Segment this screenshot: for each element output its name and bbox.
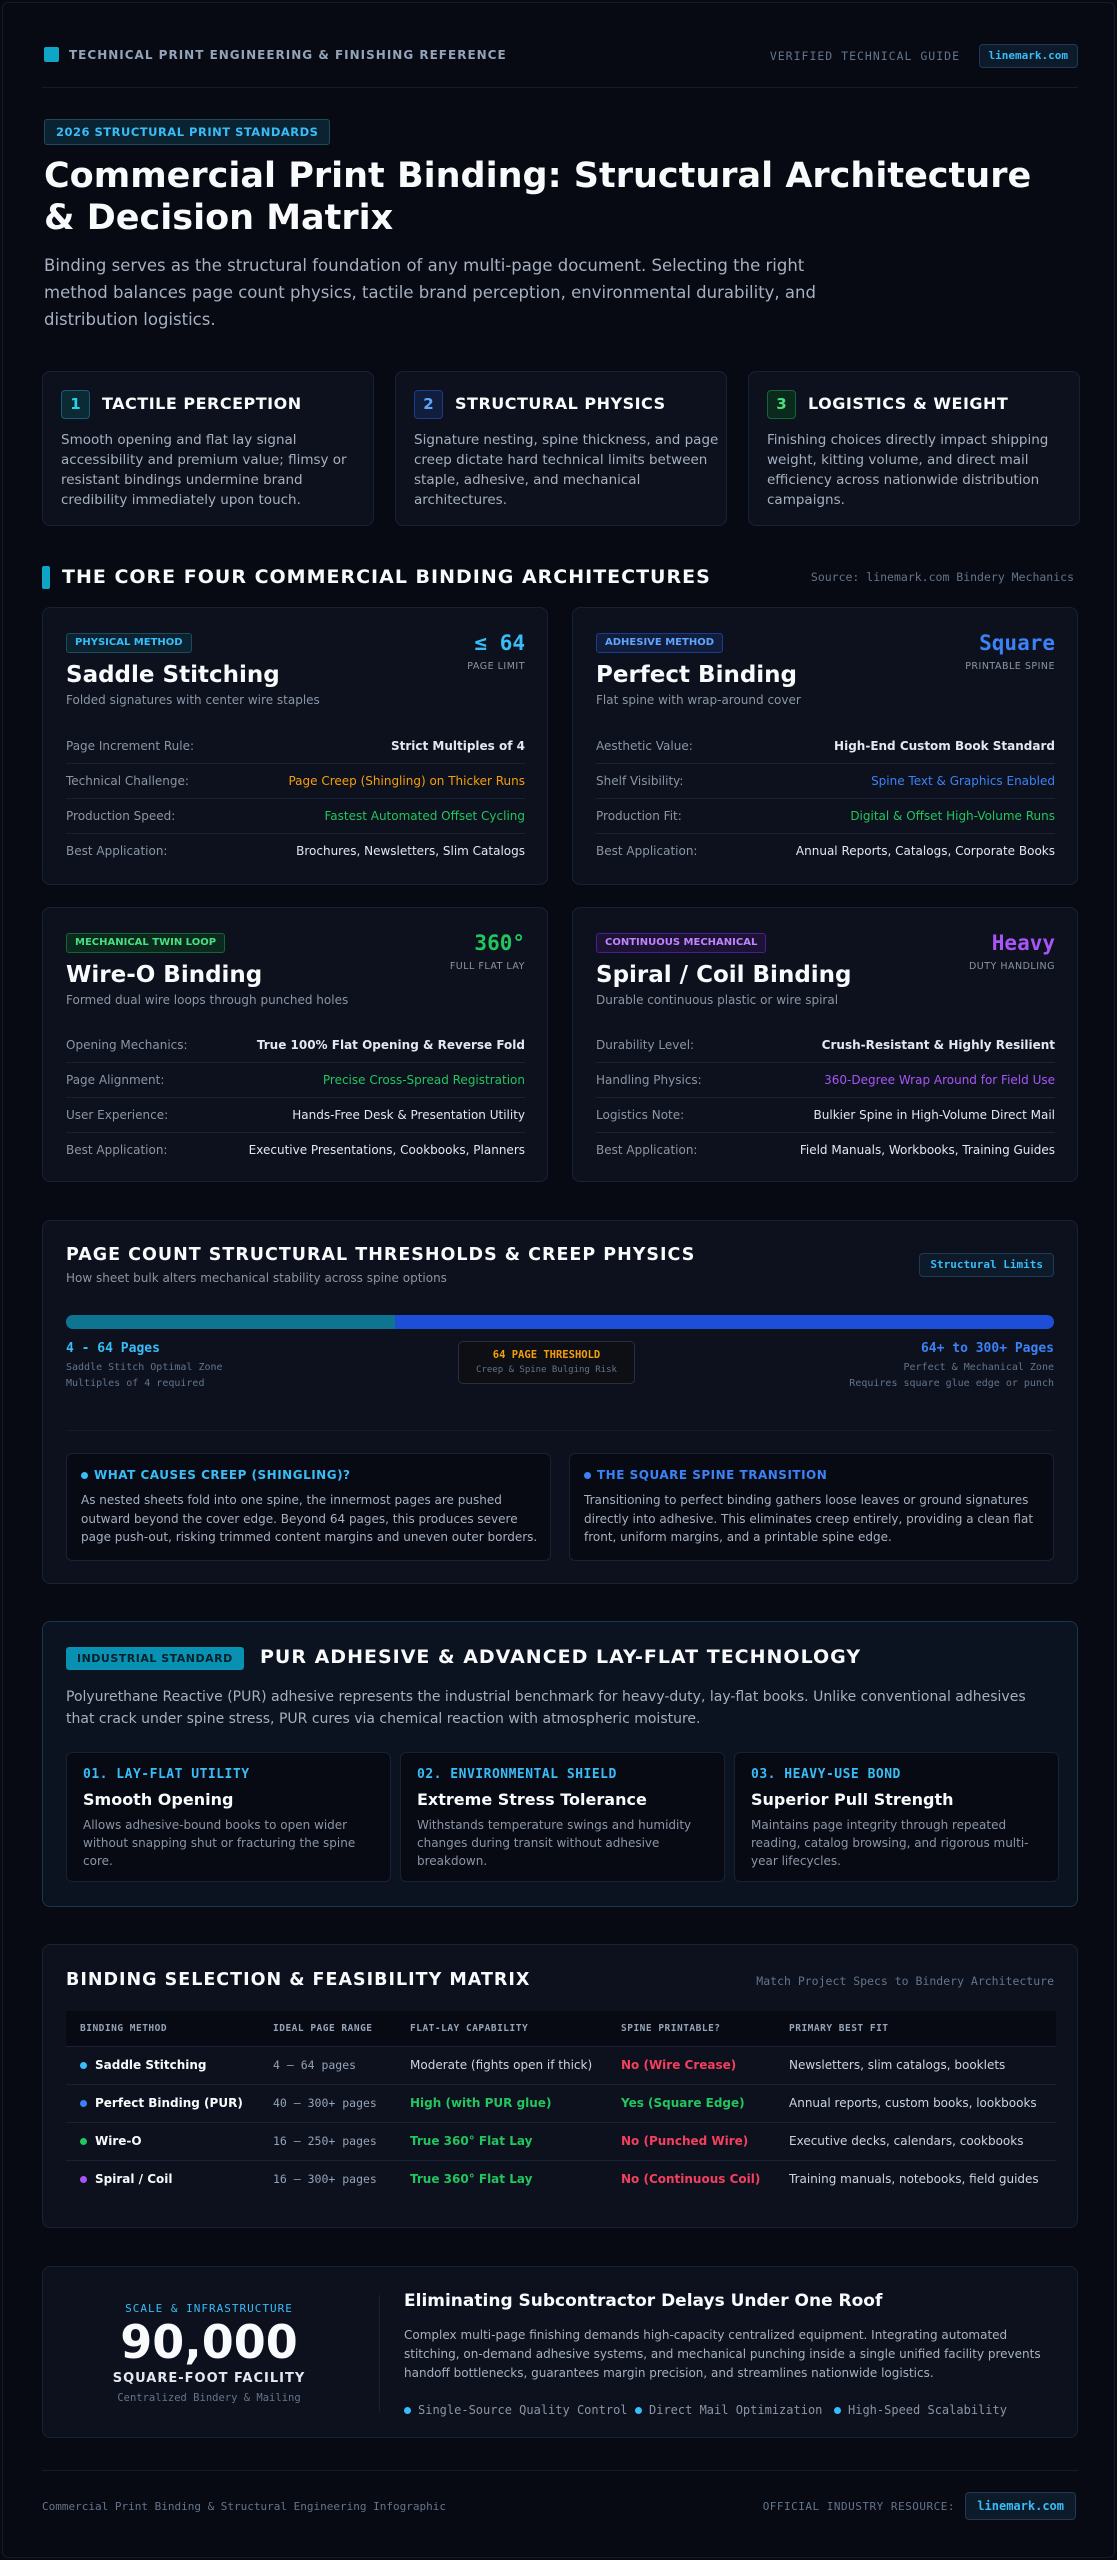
footer-divider	[42, 2470, 1078, 2471]
domain-badge[interactable]: linemark.com	[979, 44, 1078, 68]
pur-card-title: Smooth Opening	[83, 1790, 234, 1809]
thresholds-subtitle: How sheet bulk alters mechanical stability across spine options	[66, 1271, 447, 1285]
spec-value: Spine Text & Graphics Enabled	[871, 774, 1055, 788]
table-body	[66, 2046, 1056, 2198]
facility-point	[404, 2403, 628, 2417]
range-cell: 16 – 300+ pages	[273, 2172, 377, 2187]
creep-body: As nested sheets fold into one spine, the innermost pages are pushed outward beyond the cover edge. Beyond 64 pages, this produces severe page push-out, risking trimmed content margins and uneven outer borders.	[81, 1493, 538, 1544]
method-dot-icon	[80, 2100, 87, 2107]
spec-row	[596, 834, 1055, 869]
threshold-subtitle: Creep & Spine Bulging Risk	[476, 1365, 617, 1375]
saddle-zone-fill	[66, 1315, 395, 1329]
spec-value: Hands-Free Desk & Presentation Utility	[292, 1108, 525, 1122]
industrial-badge: INDUSTRIAL STANDARD	[66, 1647, 244, 1670]
binding-metric: Heavy	[991, 931, 1055, 955]
spec-row	[596, 764, 1055, 799]
spec-key: Shelf Visibility:	[596, 774, 684, 788]
binding-name: Spiral / Coil Binding	[596, 962, 852, 988]
binding-metric: 360°	[474, 931, 525, 955]
spec-value: Fastest Automated Offset Cycling	[324, 809, 525, 823]
spec-value: Page Creep (Shingling) on Thicker Runs	[288, 774, 525, 788]
facility-number: 90,000	[120, 2315, 298, 2369]
creep-title-text: WHAT CAUSES CREEP (SHINGLING)?	[94, 1468, 351, 1482]
spec-key: Best Application:	[66, 1143, 168, 1157]
bullet-dot-icon	[834, 2407, 841, 2414]
method-cell	[66, 2084, 259, 2122]
feature-card-physics	[395, 371, 727, 526]
binding-subtitle: Folded signatures with center wire staples	[66, 693, 320, 707]
pur-card-body: Allows adhesive-bound books to open wider without snapping shut or fracturing the spine core.	[83, 1818, 356, 1868]
spec-row	[66, 1133, 525, 1168]
spine-title	[584, 1468, 827, 1482]
best-fit-cell: Training manuals, notebooks, field guides	[789, 2172, 1039, 2187]
page-frame	[2, 2, 1115, 2558]
spec-row	[66, 1063, 525, 1098]
spine-cell: No (Continuous Coil)	[621, 2172, 761, 2187]
binding-subtitle: Durable continuous plastic or wire spiral	[596, 993, 839, 1007]
method-name: Spiral / Coil	[95, 2172, 173, 2187]
flat-lay-cell: True 360° Flat Lay	[396, 2122, 607, 2160]
brand-square-icon	[44, 47, 59, 62]
facility-label: SQUARE-FOOT FACILITY	[112, 2371, 306, 2386]
binding-card-wire-o	[42, 907, 548, 1182]
flat-lay-cell: High (with PUR glue)	[396, 2084, 607, 2122]
feature-number: 3	[767, 390, 796, 419]
feature-body: Signature nesting, spine thickness, and page creep dictate hard technical limits between staple, adhesive, and mechanical architectures.	[414, 432, 719, 508]
feature-card-tactile	[42, 371, 374, 526]
spec-row	[66, 834, 525, 869]
binding-metric: ≤ 64	[474, 631, 525, 655]
spec-value: True 100% Flat Opening & Reverse Fold	[256, 1038, 525, 1052]
spec-key: Opening Mechanics:	[66, 1038, 188, 1052]
spec-key: Best Application:	[596, 1143, 698, 1157]
right-zone-sub1: Perfect & Mechanical Zone	[903, 1362, 1054, 1373]
feature-body: Smooth opening and flat lay signal accessibility and premium value; flimsy or resistant bindings undermine brand credibility immediately upon touch.	[61, 432, 347, 508]
spec-key: Production Speed:	[66, 809, 176, 823]
column-header: PRIMARY BEST FIT	[775, 2011, 1056, 2046]
bullet-dot-icon	[404, 2407, 411, 2414]
spec-row	[596, 1133, 1055, 1168]
header-divider	[42, 87, 1078, 88]
table-row	[66, 2160, 1056, 2198]
spec-key: Best Application:	[66, 844, 168, 858]
left-zone-sub1: Saddle Stitch Optimal Zone	[66, 1362, 223, 1373]
table-row	[66, 2122, 1056, 2160]
spine-cell: Yes (Square Edge)	[607, 2084, 775, 2122]
thresholds-divider	[66, 1430, 1054, 1431]
threshold-title: 64 PAGE THRESHOLD	[492, 1349, 601, 1361]
binding-card-saddle	[42, 607, 548, 885]
spec-key: Production Fit:	[596, 809, 682, 823]
spec-row	[596, 1098, 1055, 1133]
spec-row	[66, 764, 525, 799]
spine-cell: No (Wire Crease)	[607, 2046, 775, 2084]
matrix-panel	[42, 1944, 1078, 2228]
spec-key: Page Alignment:	[66, 1073, 165, 1087]
pur-card-body: Maintains page integrity through repeated reading, catalog browsing, and rigorous multi-year lifecycles.	[751, 1818, 1029, 1868]
left-zone-title: 4 - 64 Pages	[66, 1341, 160, 1356]
spine-cell: No (Punched Wire)	[607, 2122, 775, 2160]
method-tag: MECHANICAL TWIN LOOP	[66, 933, 225, 953]
spec-value: High-End Custom Book Standard	[834, 739, 1055, 753]
spine-title-text: THE SQUARE SPINE TRANSITION	[597, 1468, 828, 1482]
spec-row	[596, 1028, 1055, 1063]
method-name: Wire-O	[95, 2134, 142, 2148]
column-header: SPINE PRINTABLE?	[607, 2011, 775, 2046]
feature-title: TACTILE PERCEPTION	[102, 394, 302, 413]
spec-value: Field Manuals, Workbooks, Training Guides	[799, 1143, 1055, 1157]
pur-body: Polyurethane Reactive (PUR) adhesive represents the industrial benchmark for heavy-duty, lay-flat books. Unlike conventional adhesives that crack under spine stress, PUR cures via chemical reaction with atmospheric moisture.	[66, 1689, 1026, 1727]
range-cell: 16 – 250+ pages	[259, 2122, 396, 2160]
facility-point-text: High-Speed Scalability	[848, 2403, 1007, 2417]
pur-card-kicker: 02. ENVIRONMENTAL SHIELD	[417, 1767, 617, 1782]
spec-row	[66, 1098, 525, 1133]
feature-title: LOGISTICS & WEIGHT	[808, 394, 1009, 413]
binding-metric: Square	[979, 631, 1055, 655]
binding-metric-label: PRINTABLE SPINE	[965, 661, 1055, 672]
page-range-bar	[66, 1315, 1054, 1329]
header-title: TECHNICAL PRINT ENGINEERING & FINISHING REFERENCE	[69, 48, 507, 62]
spec-value: Precise Cross-Spread Registration	[322, 1073, 525, 1087]
pur-title: PUR ADHESIVE & ADVANCED LAY-FLAT TECHNOLOGY	[260, 1646, 862, 1668]
pur-card-environment	[400, 1752, 725, 1882]
method-cell	[66, 2046, 259, 2084]
matrix-title: BINDING SELECTION & FEASIBILITY MATRIX	[66, 1970, 531, 1990]
binding-name: Perfect Binding	[596, 662, 798, 688]
spec-value: Strict Multiples of 4	[390, 739, 525, 753]
matrix-table-wrap	[66, 2011, 1056, 2198]
spec-value: Digital & Offset High-Volume Runs	[850, 809, 1055, 823]
pur-card-bond	[734, 1752, 1059, 1882]
spec-key: Page Increment Rule:	[66, 739, 195, 753]
table-row	[66, 2046, 1056, 2084]
standards-badge: 2026 STRUCTURAL PRINT STANDARDS	[44, 119, 330, 145]
facility-point	[635, 2403, 822, 2417]
bullet-dot-icon	[81, 1472, 88, 1479]
threshold-marker	[458, 1341, 635, 1384]
spec-key: Logistics Note:	[596, 1108, 685, 1122]
feature-body: Finishing choices directly impact shipping weight, kitting volume, and direct mail efficiency across nationwide distribution campaigns.	[767, 432, 1049, 508]
section-marker	[42, 566, 50, 589]
spec-value: Crush-Resistant & Highly Resilient	[821, 1038, 1055, 1052]
structural-limits-badge: Structural Limits	[919, 1253, 1054, 1277]
spec-key: Technical Challenge:	[66, 774, 189, 788]
page-lead: Binding serves as the structural foundation of any multi-page document. Selecting the right method balances page count physics, tactile brand perception, environmental durability, and distribution logistics.	[44, 256, 816, 329]
verified-label: VERIFIED TECHNICAL GUIDE	[769, 49, 960, 63]
spec-row	[66, 1028, 525, 1063]
binding-metric-label: PAGE LIMIT	[467, 661, 525, 672]
flat-lay-cell: Moderate (fights open if thick)	[396, 2046, 607, 2084]
feature-card-logistics	[748, 371, 1080, 526]
binding-metric-label: DUTY HANDLING	[968, 961, 1055, 972]
spec-row	[66, 799, 525, 834]
method-name: Saddle Stitching	[95, 2058, 207, 2072]
matrix-hint: Match Project Specs to Bindery Architecture	[756, 1974, 1054, 1988]
footer-domain-link[interactable]: linemark.com	[965, 2492, 1076, 2520]
table-header-row	[66, 2011, 1056, 2046]
table-row	[66, 2084, 1056, 2122]
facility-kicker: SCALE & INFRASTRUCTURE	[125, 2302, 293, 2315]
spine-body: Transitioning to perfect binding gathers loose leaves or ground signatures directly into adhesive. This eliminates creep entirely, providing a clean flat front, uniform margins, and a printable spine edge.	[584, 1493, 1034, 1544]
method-cell	[66, 2160, 259, 2198]
facility-points	[404, 2403, 1054, 2421]
core-section-title: THE CORE FOUR COMMERCIAL BINDING ARCHITECTURES	[62, 566, 711, 588]
top-bar	[44, 45, 1078, 67]
spec-value: Bulkier Spine in High-Volume Direct Mail	[813, 1108, 1055, 1122]
spine-card	[569, 1453, 1054, 1561]
spec-row	[66, 729, 525, 764]
thresholds-title: PAGE COUNT STRUCTURAL THRESHOLDS & CREEP PHYSICS	[66, 1245, 696, 1265]
pur-card-kicker: 03. HEAVY-USE BOND	[751, 1767, 901, 1782]
column-header: FLAT-LAY CAPABILITY	[396, 2011, 607, 2046]
range-cell: 40 – 300+ pages	[259, 2084, 396, 2122]
binding-subtitle: Formed dual wire loops through punched holes	[66, 993, 349, 1007]
facility-point	[834, 2403, 1007, 2417]
thresholds-panel	[42, 1220, 1078, 1584]
binding-card-perfect	[572, 607, 1078, 885]
spec-key: Best Application:	[596, 844, 698, 858]
best-fit-cell: Executive decks, calendars, cookbooks	[775, 2122, 1056, 2160]
pur-card-layflat	[66, 1752, 391, 1882]
bullet-dot-icon	[584, 1472, 591, 1479]
spec-value: Brochures, Newsletters, Slim Catalogs	[296, 844, 525, 858]
method-tag: CONTINUOUS MECHANICAL	[596, 933, 766, 953]
binding-metric-label: FULL FLAT LAY	[449, 961, 525, 972]
right-zone-title: 64+ to 300+ Pages	[920, 1341, 1054, 1356]
spec-row	[596, 1063, 1055, 1098]
method-name: Perfect Binding (PUR)	[95, 2096, 243, 2110]
spec-value: Annual Reports, Catalogs, Corporate Books	[795, 844, 1055, 858]
page-title: Commercial Print Binding: Structural Architecture & Decision Matrix	[44, 156, 1032, 238]
range-cell: 4 – 64 pages	[259, 2046, 396, 2084]
facility-sub: Centralized Bindery & Mailing	[117, 2392, 301, 2404]
method-tag: PHYSICAL METHOD	[66, 633, 192, 653]
facility-body: Complex multi-page finishing demands high-capacity centralized equipment. Integrating automated stitching, on-demand adhesive systems, and mechanical punching inside a single unified facility prevents handoff bottlenecks, guarantees margin precision, and streamlines nationwide logistics.	[404, 2328, 1041, 2380]
creep-title	[81, 1468, 351, 1482]
binding-subtitle: Flat spine with wrap-around cover	[596, 693, 801, 707]
method-dot-icon	[80, 2138, 87, 2145]
pur-panel	[42, 1621, 1078, 1907]
feature-number: 1	[61, 390, 90, 419]
facility-point-text: Direct Mail Optimization	[649, 2403, 823, 2417]
best-fit-cell: Newsletters, slim catalogs, booklets	[775, 2046, 1056, 2084]
column-header: IDEAL PAGE RANGE	[259, 2011, 396, 2046]
method-cell	[66, 2122, 259, 2160]
footer-caption: Commercial Print Binding & Structural Engineering Infographic	[42, 2500, 446, 2513]
feasibility-table	[66, 2011, 1056, 2198]
method-tag: ADHESIVE METHOD	[596, 633, 723, 653]
feature-title: STRUCTURAL PHYSICS	[455, 394, 666, 413]
spec-key: Handling Physics:	[596, 1073, 702, 1087]
method-dot-icon	[80, 2062, 87, 2069]
spec-value: 360-Degree Wrap Around for Field Use	[824, 1073, 1055, 1087]
spec-key: Aesthetic Value:	[596, 739, 693, 753]
facility-point-text: Single-Source Quality Control	[418, 2403, 628, 2417]
footer-resource-label: OFFICIAL INDUSTRY RESOURCE:	[762, 2500, 955, 2513]
pur-card-title: Superior Pull Strength	[751, 1790, 954, 1809]
spec-key: User Experience:	[66, 1108, 169, 1122]
left-zone-sub2: Multiples of 4 required	[66, 1378, 205, 1389]
column-header: BINDING METHOD	[66, 2011, 259, 2046]
pur-card-title: Extreme Stress Tolerance	[417, 1790, 647, 1809]
feature-number: 2	[414, 390, 443, 419]
creep-card	[66, 1453, 551, 1561]
flat-lay-cell: True 360° Flat Lay	[410, 2172, 533, 2187]
spec-key: Durability Level:	[596, 1038, 695, 1052]
facility-panel	[42, 2266, 1078, 2438]
pur-card-kicker: 01. LAY-FLAT UTILITY	[83, 1767, 250, 1782]
pur-card-body: Withstands temperature swings and humidity changes during transit without adhesive breakdown.	[417, 1818, 692, 1868]
bullet-dot-icon	[635, 2407, 642, 2414]
spec-row	[596, 799, 1055, 834]
binding-name: Saddle Stitching	[66, 662, 280, 688]
spec-row	[596, 729, 1055, 764]
spec-value: Executive Presentations, Cookbooks, Planners	[248, 1143, 525, 1157]
facility-title: Eliminating Subcontractor Delays Under One Roof	[404, 2291, 883, 2311]
core-source: Source: linemark.com Bindery Mechanics	[810, 570, 1074, 584]
facility-divider	[379, 2295, 380, 2411]
best-fit-cell: Annual reports, custom books, lookbooks	[775, 2084, 1056, 2122]
binding-name: Wire-O Binding	[66, 962, 263, 988]
method-dot-icon	[80, 2176, 87, 2183]
right-zone-sub2: Requires square glue edge or punch	[849, 1378, 1054, 1389]
binding-card-spiral	[572, 907, 1078, 1182]
